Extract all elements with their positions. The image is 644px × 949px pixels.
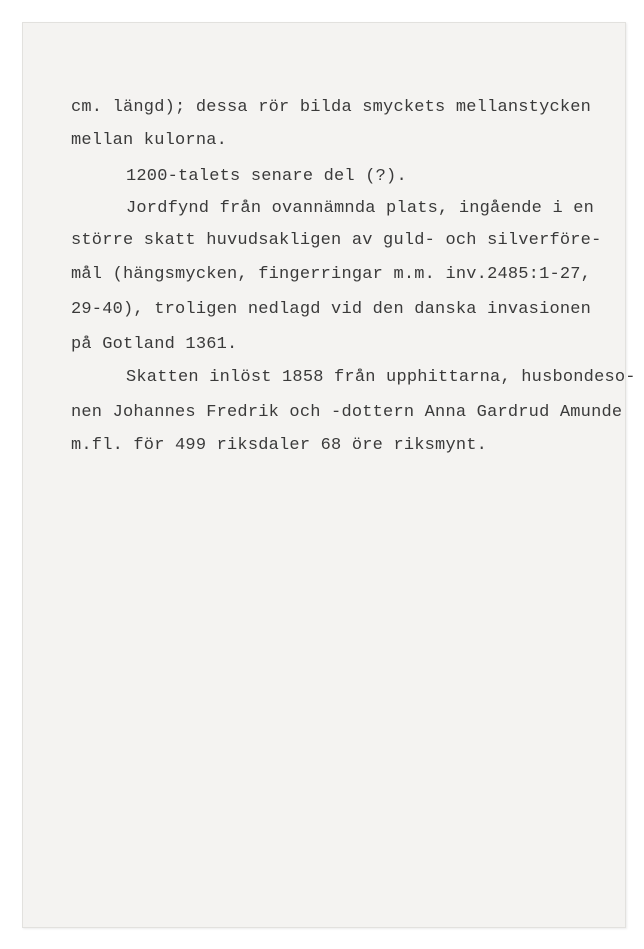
text-line: m.fl. för 499 riksdaler 68 öre riksmynt. bbox=[71, 436, 488, 455]
text-line: nen Johannes Fredrik och -dottern Anna Gardrud Amunde bbox=[71, 403, 623, 422]
text-line: Skatten inlöst 1858 från upphittarna, husbondeso- bbox=[126, 368, 636, 387]
text-line: mål (hängsmycken, fingerringar m.m. inv.2485:1-27, bbox=[71, 265, 592, 284]
text-line: 1200-talets senare del (?). bbox=[126, 167, 407, 186]
text-line: mellan kulorna. bbox=[71, 131, 228, 150]
text-line: på Gotland 1361. bbox=[71, 335, 238, 354]
text-line: cm. längd); dessa rör bilda smyckets mellanstycken bbox=[71, 98, 592, 117]
text-line: större skatt huvudsakligen av guld- och silverföre- bbox=[71, 231, 602, 250]
document-page bbox=[22, 22, 636, 928]
text-line: 29-40), troligen nedlagd vid den danska invasionen bbox=[71, 300, 592, 319]
text-line: Jordfynd från ovannämnda plats, ingående i en bbox=[126, 199, 595, 218]
